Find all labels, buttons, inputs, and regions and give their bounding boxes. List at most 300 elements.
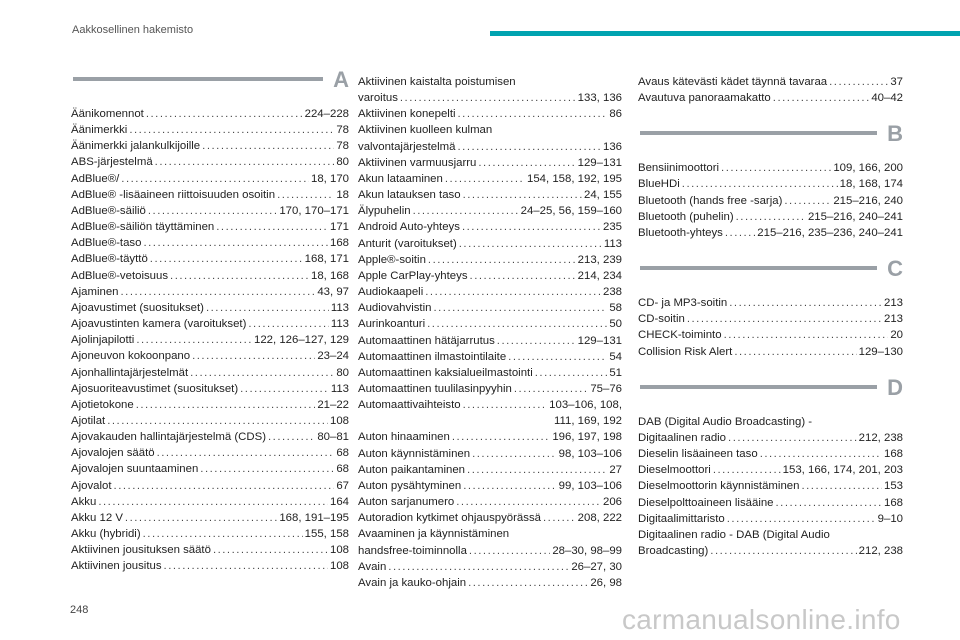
index-entry[interactable]: [358, 203, 622, 219]
index-term: Aktiivinen jousituksen säätö: [71, 544, 211, 557]
page-refs: 153: [883, 480, 903, 493]
page-refs: 80: [336, 156, 349, 169]
index-term: Ajovalojen säätö: [71, 447, 155, 460]
index-term: Ajovalojen suuntaaminen: [71, 463, 199, 476]
dot-leader: [192, 348, 315, 364]
page-refs: 68: [336, 463, 349, 476]
index-entry[interactable]: [638, 209, 903, 225]
index-entry[interactable]: [71, 510, 349, 526]
dot-leader: [202, 138, 334, 154]
dot-leader: [734, 344, 856, 360]
index-term: Älypuhelin: [358, 205, 411, 218]
index-term: Ajolinjapilotti: [71, 334, 135, 347]
index-entry[interactable]: [71, 235, 349, 251]
index-entry[interactable]: [358, 462, 622, 478]
page-refs: 23–24: [317, 350, 349, 363]
index-term: Automaattivaihteisto: [358, 399, 461, 412]
page-refs: 235: [602, 221, 622, 234]
dot-leader: [150, 251, 303, 267]
index-column-3: [638, 74, 903, 559]
index-entry-list: [638, 295, 903, 360]
dot-leader: [514, 381, 588, 397]
page-refs: 108: [329, 544, 349, 557]
dot-leader: [164, 558, 328, 574]
index-term: Digitaalimittaristo: [638, 512, 725, 525]
index-entry[interactable]: [71, 138, 349, 154]
page-refs: 18, 168: [310, 269, 349, 282]
index-entry[interactable]: [638, 446, 903, 462]
index-entry[interactable]: [71, 284, 349, 300]
index-term: Dieselin lisäaineen taso: [638, 448, 758, 461]
page-refs-continued: 111, 169, 192: [554, 415, 622, 428]
dot-leader: [784, 193, 831, 209]
page-refs: 9–10: [877, 512, 903, 525]
index-entry[interactable]: [638, 327, 903, 343]
dot-leader: [543, 510, 576, 526]
page-refs: 98, 103–106: [558, 447, 622, 460]
dot-leader: [508, 349, 607, 365]
watermark: carmanualsonline.info: [622, 604, 901, 635]
index-term: AdBlue® -lisäaineen riittoisuuden osoitin: [71, 188, 276, 201]
page-refs: 129–131: [577, 156, 622, 169]
dot-leader: [463, 397, 548, 413]
index-entry[interactable]: [358, 316, 622, 332]
index-term: Automaattinen kaksialueilmastointi: [358, 366, 533, 379]
index-term: Avautuva panoraamakatto: [638, 92, 771, 105]
index-entry[interactable]: [71, 558, 349, 574]
index-term: Ajoavustimet (suositukset): [71, 301, 204, 314]
index-term: AdBlue®-vetoisuus: [71, 269, 169, 282]
dot-leader: [400, 90, 576, 106]
dot-leader: [458, 106, 608, 122]
page-refs: 68: [336, 447, 349, 460]
index-entry[interactable]: [358, 300, 622, 316]
page-refs: 168, 191–195: [279, 511, 349, 524]
dot-leader: [458, 139, 601, 155]
page-refs: 136: [602, 140, 622, 153]
dot-leader: [713, 462, 781, 478]
index-term: Akun latauksen taso: [358, 189, 461, 202]
index-term: Automaattinen hätäjarrutus: [358, 334, 495, 347]
index-term: Anturit (varoitukset): [358, 237, 457, 250]
page-refs: 109, 166, 200: [833, 162, 903, 175]
index-entry[interactable]: [71, 461, 349, 477]
index-term: Auton hinaaminen: [358, 431, 450, 444]
index-term: Dieselmoottorin käynnistäminen: [638, 480, 800, 493]
page-refs: 168: [883, 448, 903, 461]
index-entry[interactable]: [358, 494, 622, 510]
index-entry[interactable]: [638, 160, 903, 176]
section-letter: D: [887, 374, 903, 400]
page-refs: 171: [329, 221, 349, 234]
index-entry[interactable]: [71, 219, 349, 235]
index-entry[interactable]: [71, 187, 349, 203]
index-entry[interactable]: [71, 365, 349, 381]
dot-leader: [725, 225, 755, 241]
dot-leader: [143, 526, 303, 542]
index-entry[interactable]: [71, 300, 349, 316]
dot-leader: [452, 429, 550, 445]
index-entry[interactable]: [71, 316, 349, 332]
dot-leader: [114, 478, 335, 494]
index-entry[interactable]: [358, 268, 622, 284]
index-term: Akku 12 V: [71, 511, 123, 524]
index-term: AdBlue®-täyttö: [71, 253, 148, 266]
dot-leader: [206, 300, 329, 316]
index-entry-list: [71, 106, 349, 575]
dot-leader: [470, 268, 576, 284]
section-letter: B: [887, 121, 903, 147]
index-entry[interactable]: [71, 251, 349, 267]
dot-leader: [277, 187, 334, 203]
page-refs: 67: [336, 479, 349, 492]
index-entry[interactable]: [638, 225, 903, 241]
dot-leader: [721, 160, 831, 176]
index-entry[interactable]: [71, 106, 349, 122]
dot-leader: [497, 333, 576, 349]
page-refs: 153, 166, 174, 201, 203: [782, 464, 903, 477]
index-entry-first-line: Digitaalinen radio - DAB (Digital Audio: [638, 528, 830, 541]
index-entry[interactable]: [71, 542, 349, 558]
index-term: Aktiivinen konepelti: [358, 108, 456, 121]
dot-leader: [268, 429, 315, 445]
dot-leader: [736, 209, 806, 225]
page-refs: 54: [609, 350, 622, 363]
running-header-title: Aakkosellinen hakemisto: [72, 24, 194, 36]
index-entry[interactable]: [638, 543, 903, 559]
section-header-b: [638, 121, 903, 160]
dot-leader: [724, 327, 889, 343]
dot-leader: [413, 203, 519, 219]
page-refs: 212, 238: [858, 544, 903, 557]
index-entry[interactable]: [638, 193, 903, 209]
index-term: Äänimerkki jalankulkijoille: [71, 140, 201, 153]
dot-leader: [143, 235, 328, 251]
index-term: Ajaminen: [71, 285, 119, 298]
index-entry[interactable]: [358, 381, 622, 397]
index-term: Aktiivinen jousitus: [71, 560, 162, 573]
index-entry[interactable]: [71, 494, 349, 510]
page-refs: 170, 170–171: [279, 204, 349, 217]
dot-leader: [427, 316, 607, 332]
page-refs: 24, 155: [583, 189, 622, 202]
dot-leader: [428, 252, 576, 268]
page-refs: 133, 136: [577, 92, 622, 105]
index-term: handsfree-toiminnolla: [358, 544, 467, 557]
index-entry[interactable]: [638, 462, 903, 478]
section-header-c: [638, 256, 903, 295]
index-entry[interactable]: [638, 511, 903, 527]
index-entry[interactable]: [71, 478, 349, 494]
index-entry[interactable]: [358, 333, 622, 349]
index-entry[interactable]: [71, 268, 349, 284]
dot-leader: [157, 445, 335, 461]
index-term: Dieselmoottori: [638, 464, 711, 477]
index-term: Collision Risk Alert: [638, 345, 733, 358]
index-entry[interactable]: [71, 429, 349, 445]
section-rule: [640, 385, 877, 389]
dot-leader: [463, 478, 556, 494]
page-refs: 214, 234: [577, 269, 622, 282]
page-refs: 212, 238: [858, 431, 903, 444]
dot-leader: [200, 461, 334, 477]
page-refs: 86: [609, 108, 622, 121]
page-refs: 168: [329, 237, 349, 250]
dot-leader: [776, 495, 882, 511]
page-refs: 80–81: [317, 431, 349, 444]
dot-leader: [710, 543, 856, 559]
index-entry[interactable]: [358, 284, 622, 300]
index-term: Apple®-soitin: [358, 253, 426, 266]
page-refs: 215–216, 235–236, 240–241: [757, 226, 903, 239]
dot-leader: [456, 494, 601, 510]
dot-leader: [125, 510, 277, 526]
index-entry[interactable]: [638, 295, 903, 311]
index-entry[interactable]: [358, 478, 622, 494]
index-term: AdBlue®/: [71, 172, 120, 185]
index-column-2: [358, 74, 622, 591]
dot-leader: [682, 176, 838, 192]
page-refs: 122, 126–127, 129: [253, 334, 349, 347]
index-entry[interactable]: [71, 413, 349, 429]
index-term: Broadcasting): [638, 544, 709, 557]
page-refs: 27: [609, 463, 622, 476]
index-term: Akku (hybridi): [71, 528, 141, 541]
index-entry[interactable]: [358, 187, 622, 203]
index-term: Avain: [358, 560, 387, 573]
page-refs: 196, 197, 198: [552, 431, 622, 444]
page-refs: 78: [336, 124, 349, 137]
index-entry[interactable]: [358, 429, 622, 445]
dot-leader: [136, 397, 316, 413]
page-refs: 18, 168, 174: [839, 178, 903, 191]
index-entry[interactable]: [71, 332, 349, 348]
index-entry-first-line: Avaaminen ja käynnistäminen: [358, 528, 510, 541]
page-refs: 208, 222: [577, 512, 622, 525]
dot-leader: [170, 268, 309, 284]
dot-leader: [148, 203, 277, 219]
section-header-d: [638, 374, 903, 414]
index-term: Äänimerkki: [71, 124, 128, 137]
index-term: Ajovalot: [71, 479, 112, 492]
page-refs: 78: [336, 140, 349, 153]
index-entry[interactable]: [638, 344, 903, 360]
index-term: Äänikomennot: [71, 108, 144, 120]
index-entry[interactable]: [358, 446, 622, 462]
index-entry[interactable]: [358, 559, 622, 575]
section-rule: [73, 77, 323, 81]
dot-leader: [129, 122, 334, 138]
page-refs: 43, 97: [317, 285, 349, 298]
page-refs: 213, 239: [577, 253, 622, 266]
index-entry[interactable]: [358, 575, 622, 591]
page-number: 248: [70, 604, 89, 616]
index-term: valvontajärjestelmä: [358, 140, 456, 153]
index-term: Ajovakauden hallintajärjestelmä (CDS): [71, 431, 266, 444]
index-entry[interactable]: [358, 349, 622, 365]
index-entry[interactable]: [358, 90, 622, 106]
index-entry[interactable]: [71, 171, 349, 187]
page-refs: 24–25, 56, 159–160: [520, 205, 622, 218]
index-entry[interactable]: [358, 219, 622, 235]
page-refs: 80: [336, 366, 349, 379]
index-term: Bluetooth (hands free -sarja): [638, 194, 783, 207]
page-refs: 75–76: [590, 382, 622, 395]
index-entry[interactable]: [638, 495, 903, 511]
index-term: Ajotilat: [71, 414, 106, 427]
page-refs: 215–216, 240–241: [807, 210, 903, 223]
index-term: Aktiivinen varmuusjarru: [358, 156, 477, 169]
index-term: CHECK-toiminto: [638, 329, 722, 342]
index-term: Aurinkoanturi: [358, 318, 426, 331]
dot-leader: [146, 106, 303, 122]
index-entry[interactable]: [71, 154, 349, 170]
page-refs: 224–228: [304, 108, 349, 120]
index-term: Audiokaapeli: [358, 286, 424, 299]
dot-leader: [535, 365, 608, 381]
index-entry[interactable]: [71, 526, 349, 542]
index-entry-first-line: DAB (Digital Audio Broadcasting) -: [638, 415, 813, 428]
dot-leader: [190, 365, 334, 381]
index-term: AdBlue®-säiliö: [71, 204, 146, 217]
index-entry[interactable]: [358, 155, 622, 171]
index-term: Auton käynnistäminen: [358, 447, 471, 460]
page-refs: 215–216, 240: [833, 194, 903, 207]
section-letter: A: [333, 67, 349, 92]
index-entry[interactable]: [358, 397, 622, 413]
dot-leader: [459, 236, 602, 252]
dot-leader: [468, 575, 588, 591]
page-refs: 168, 171: [304, 253, 349, 266]
index-entry[interactable]: [358, 543, 622, 559]
dot-leader: [687, 311, 882, 327]
page-refs: 99, 103–106: [558, 479, 622, 492]
index-entry[interactable]: [638, 311, 903, 327]
index-term: Avain ja kauko-ohjain: [358, 576, 467, 589]
index-term: Digitaalinen radio: [638, 431, 727, 444]
page-refs: 103–106, 108,: [549, 399, 622, 412]
page-refs: 206: [602, 496, 622, 509]
dot-leader: [121, 284, 316, 300]
page-refs: 113: [330, 382, 349, 395]
dot-leader: [467, 462, 607, 478]
dot-leader: [760, 446, 882, 462]
dot-leader: [472, 446, 557, 462]
index-term: Autoradion kytkimet ohjauspyörässä: [358, 512, 541, 525]
page-refs: 129–130: [858, 345, 903, 358]
index-entry[interactable]: [358, 139, 622, 155]
dot-leader: [248, 316, 328, 332]
index-entry[interactable]: [358, 106, 622, 122]
index-term: AdBlue®-taso: [71, 237, 142, 250]
dot-leader: [727, 511, 876, 527]
index-term: AdBlue®-säiliön täyttäminen: [71, 221, 215, 234]
page-refs: 168: [883, 496, 903, 509]
dot-leader: [155, 154, 335, 170]
dot-leader: [433, 300, 607, 316]
index-entry[interactable]: [71, 203, 349, 219]
index-term: Ajosuoriteavustimet (suositukset): [71, 382, 239, 395]
dot-leader: [136, 332, 252, 348]
page-refs: 26–27, 30: [571, 560, 622, 573]
index-term: Bluetooth (puhelin): [638, 210, 734, 223]
section-rule: [640, 131, 877, 135]
index-term: Akku: [71, 495, 97, 508]
index-term: Audiovahvistin: [358, 302, 432, 315]
dot-leader: [801, 478, 882, 494]
index-entry-list: [638, 74, 903, 106]
index-term: CD-soitin: [638, 313, 685, 326]
index-column-1: [71, 67, 349, 575]
page-refs: 26, 98: [590, 576, 622, 589]
page-refs: 113: [330, 318, 349, 331]
index-entry-first-line: Aktiivinen kaistalta poistumisen: [358, 76, 516, 88]
index-term: ABS-järjestelmä: [71, 156, 153, 169]
dot-leader: [107, 413, 328, 429]
page-refs: 51: [609, 366, 622, 379]
index-entry[interactable]: [358, 236, 622, 252]
dot-leader: [216, 219, 328, 235]
dot-leader: [463, 187, 582, 203]
dot-leader: [773, 90, 870, 106]
page-refs: 20: [890, 329, 903, 342]
page-refs: 113: [330, 301, 349, 314]
page-refs: 40–42: [871, 92, 903, 105]
header-accent-bar: [490, 31, 960, 36]
page-refs: 108: [329, 560, 349, 573]
index-entry-list: [638, 160, 903, 241]
dot-leader: [829, 74, 888, 90]
index-term: Auton pysähtyminen: [358, 479, 462, 492]
page-refs: 213: [883, 297, 903, 310]
index-term: Android Auto-yhteys: [358, 221, 460, 234]
page-refs: 155, 158: [304, 528, 349, 541]
page-refs: 21–22: [317, 398, 349, 411]
index-entry[interactable]: [71, 445, 349, 461]
index-entry[interactable]: [638, 74, 903, 90]
index-entry[interactable]: [71, 348, 349, 364]
section-letter: C: [887, 256, 903, 282]
dot-leader: [728, 430, 857, 446]
page-refs: 50: [609, 318, 622, 331]
index-entry[interactable]: [638, 176, 903, 192]
index-term: Bluetooth-yhteys: [638, 226, 723, 239]
dot-leader: [388, 559, 569, 575]
index-entry[interactable]: [71, 122, 349, 138]
page-refs: 164: [329, 495, 349, 508]
index-entry[interactable]: [638, 90, 903, 106]
index-term: Ajotietokone: [71, 398, 134, 411]
index-entry[interactable]: [638, 430, 903, 446]
index-entry[interactable]: [358, 252, 622, 268]
page-refs: 18: [336, 188, 349, 201]
index-entry[interactable]: [638, 478, 903, 494]
index-entry[interactable]: [358, 365, 622, 381]
index-term: Avaus kätevästi kädet täynnä tavaraa: [638, 76, 828, 88]
page-refs: 108: [329, 414, 349, 427]
dot-leader: [462, 219, 601, 235]
index-entry[interactable]: [358, 171, 622, 187]
index-entry[interactable]: [71, 397, 349, 413]
index-entry[interactable]: [71, 381, 349, 397]
index-term: Apple CarPlay-yhteys: [358, 269, 468, 282]
section-rule: [640, 266, 877, 270]
index-entry[interactable]: [358, 510, 622, 526]
dot-leader: [478, 155, 575, 171]
index-term: Ajoneuvon kokoonpano: [71, 350, 191, 363]
page-refs: 129–131: [577, 334, 622, 347]
dot-leader: [729, 295, 882, 311]
